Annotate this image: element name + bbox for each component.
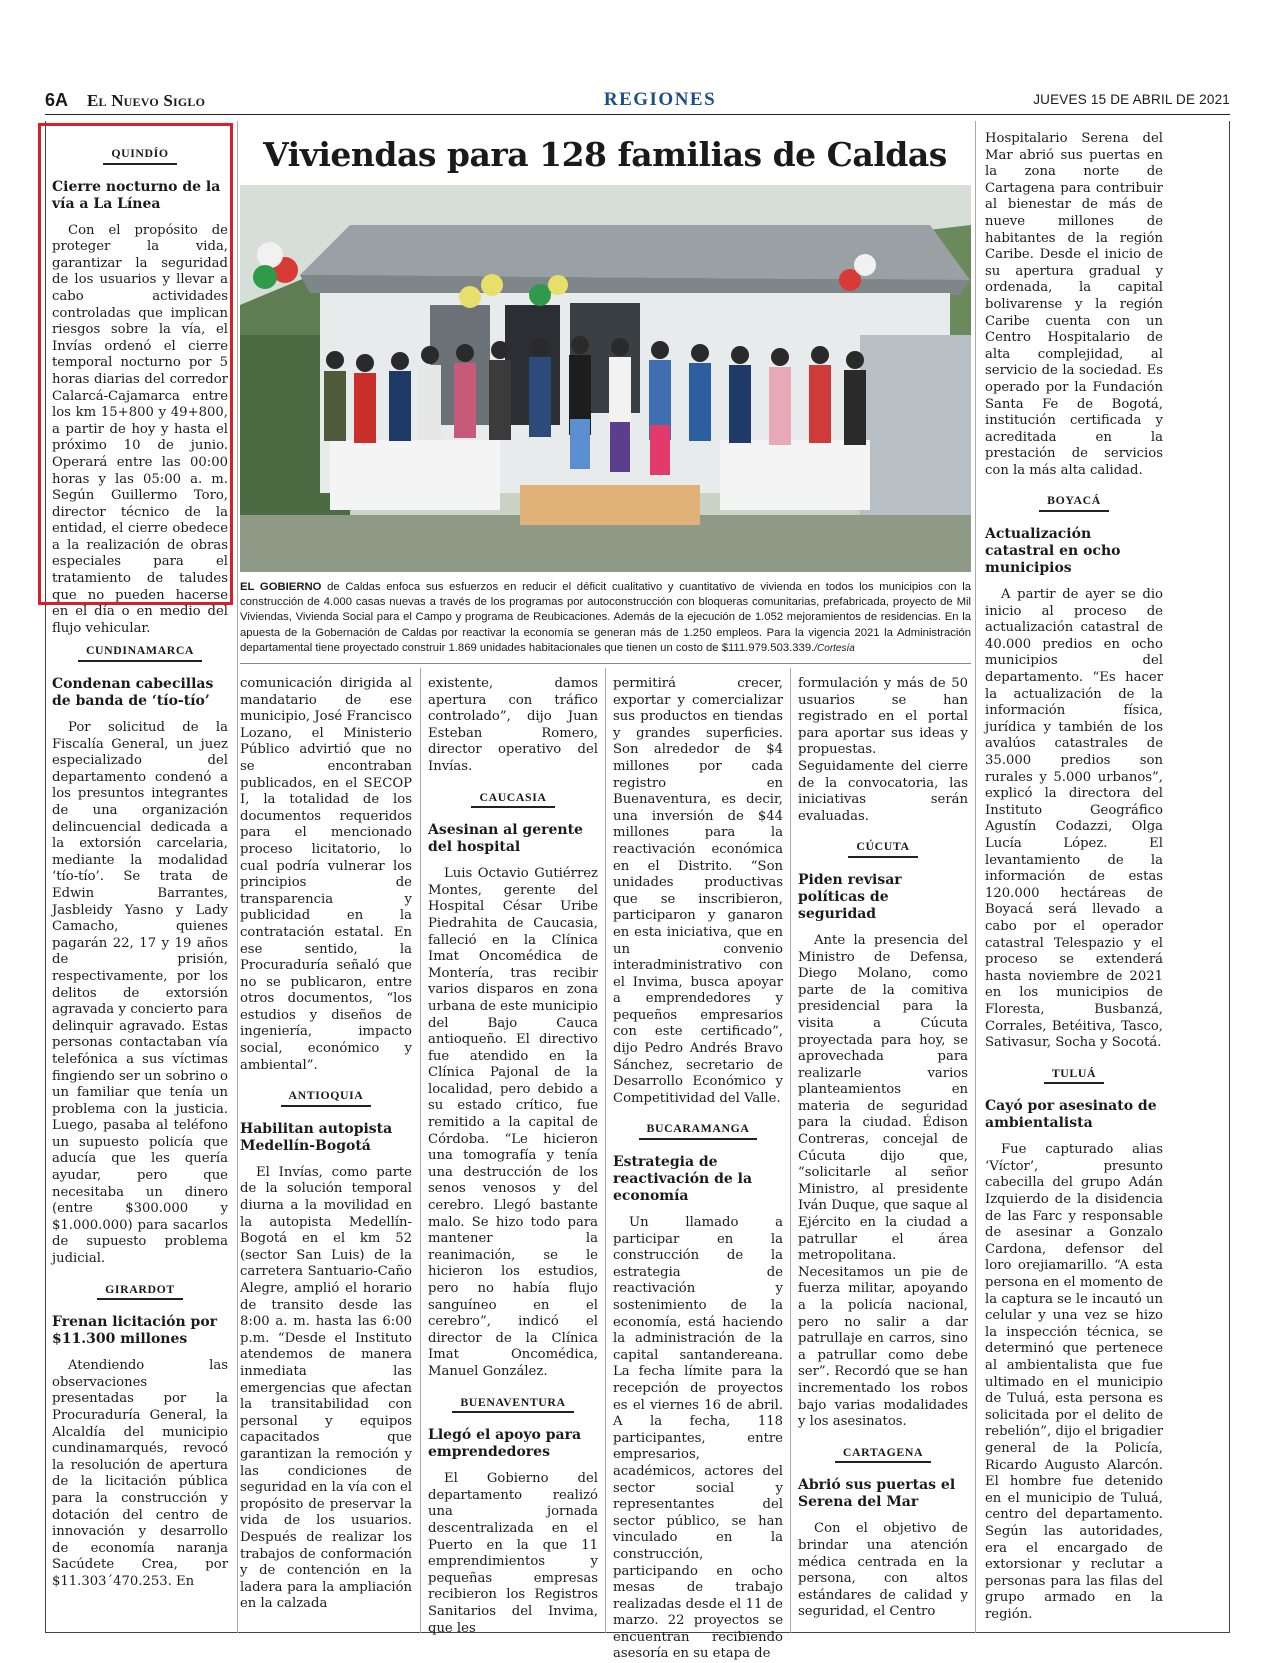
article-cartagena	[798, 1441, 968, 1621]
body-antioquia: El Invías, como parte de la solución temporal diurna a la movilidad en la autopista Medellín-Bogotá en el km 52 (sector San Luis) de la carretera Santuario-Caño Alegre, amplió el horario de transito desde las 8:00 a. m. hasta las 6:00 p.m. “Desde el Instituto atendemos de manera inmediata las emergencias que afectan la transitabilidad con personal y equipos capacitados que garantizan la remoción y las condiciones de seguridad en la vía con el propósito de preservar la vida de los usuarios. Después de realizar los trabajos de conformación y de contención en la ladera para la ampliación en la calzada	[240, 1164, 412, 1612]
region-label-girardot: GIRARDOT	[97, 1278, 183, 1301]
headline-bucaramanga: Estrategia de reactivación de la economía	[613, 1154, 753, 1205]
photo-caption	[240, 580, 971, 656]
body-bucaramanga-cont: formulación y más de 50 usuarios se han registrado en el portal para aportar sus ideas y propuestas. Seguidamente del cierre de la convocatoria, las iniciativas serán evaluadas.	[798, 676, 968, 824]
headline-quindio: Cierre nocturno de la vía a La Línea	[52, 178, 221, 212]
column-rule	[975, 121, 976, 1633]
article-caucasia	[428, 786, 598, 1381]
headline-girardot: Frenan licitación por $11.300 millones	[52, 1314, 218, 1348]
article-cucuta	[798, 835, 968, 1430]
region-label-tulua: TULUÁ	[1044, 1062, 1104, 1085]
column-rule	[420, 668, 421, 1633]
headline-tulua: Cayó por asesinato de ambientalista	[985, 1098, 1157, 1132]
article-tulua	[985, 1062, 1163, 1624]
body-bucaramanga: Un llamado a participar en la construcción de la estrategia de reactivación y sostenimiento de la economía, está haciendo la administración de la capital santandereana. La fecha límite para la recepción de proyectos es el viernes 16 de abril. A la fecha, 118 participantes, entre empresarios, académicos, actores del sector social y representantes del sector público, se han vinculado en la construcción, participando en ocho mesas de trabajo realizadas desde el 11 de marzo. 22 proyectos se encuentran recibiendo asesoría en su etapa de	[613, 1215, 783, 1662]
column-2	[240, 676, 412, 1613]
caption-body: de Caldas enfoca sus esfuerzos en reducir el déficit cualitativo y cuantitativo de vivienda en todos los municipios con la construcción de 4.000 casas nuevas a través de los programas por autoconstrucción con bloqueras comunitarias, prefabricada, proyecto de Mil Viviendas, Vivienda Social para el Campo y programa de Reubicaciones. Además de la ejecución de 1.052 mejoramientos de residencias. En la apuesta de la Gobernación de Caldas por reactivar la economía se generan más de 1.250 empleos. Para la vigencia 2021 la Administración departamental tiene proyectado construir 1.869 unidades habitacionales que tienen un costo de $111.979.503.339.	[240, 581, 971, 654]
article-cundinamarca	[52, 639, 228, 1267]
body-buenaventura-cont: permitirá crecer, exportar y comercializar sus productos en tiendas y grandes superficies. Son alrededor de $4 millones por cada registro en Buenaventura, es decir, una inversión de $44 millones para la reactivación económica en el Distrito. “Son unidades productivas que se inscribieron, participaron y ganaron en esta iniciativa, que en un convenio interadministrativo con el Invima, busca apoyar a emprendedores y pequeños empresarios con este certificado”, dijo Pedro Andrés Bravo Sánchez, secretario de Desarrollo Económico y Competitividad del Valle.	[613, 676, 783, 1106]
article-buenaventura	[428, 1391, 598, 1638]
region-label-cartagena: CARTAGENA	[835, 1441, 931, 1464]
article-bucaramanga	[613, 1117, 783, 1663]
region-label-quindio: QUINDÍO	[103, 142, 176, 165]
region-label-boyaca: BOYACÁ	[1039, 489, 1109, 512]
column-rule	[605, 668, 606, 1633]
body-cundinamarca: Por solicitud de la Fiscalía General, un juez especializado del departamento condenó a los presuntos integrantes de una organización delincuencial dedicada a la extorsión carcelaria, mediante la modalidad ‘tío-tío’. Se trata de Edwin Barrantes, Jasbleidy Yasno y Lady Camacho, quienes pagarán 22, 17 y 19 años de prisión, respectivamente, por los delitos de extorsión agravada y concierto para delinquir agravado. Estas personas contactaban vía telefónica a sus víctimas fingiendo ser un sobrino o un familiar que tenía un problema con la justicia. Luego, pasaba al teléfono un supuesto policía que aducía que les quería ayudar, pero que necesitaba un dinero (entre $300.000 y $1.000.000) para sacarlos de supuesto problema judicial.	[52, 720, 228, 1267]
column-6	[985, 131, 1163, 1624]
column-5	[798, 676, 968, 1621]
column-rule	[237, 121, 238, 1633]
header-rule	[45, 114, 1230, 115]
article-quindio	[52, 142, 228, 637]
caption-lead: EL GOBIERNO	[240, 581, 322, 593]
body-quindio: Con el propósito de proteger la vida, garantizar la seguridad de los usuarios y llevar a cabo actividades controladas que implican riesgos sobre la vía, el Invías ordenó el cierre temporal nocturno por 5 horas diarias del corredor Calarcá-Cajamarca entre los km 15+800 y 49+800, a partir de hoy y hasta el próximo 10 de junio. Operará entre las 00:00 horas y las 05:00 a. m. Según Guillermo Toro, director técnico de la entidad, el cierre obedece a la realización de obras especiales para el tratamiento de taludes que no pueden hacerse en el día o en medio del flujo vehicular.	[52, 222, 228, 636]
body-antioquia-cont: existente, damos apertura con tráfico controlado”, dijo Juan Esteban Romero, director operativo del Invías.	[428, 676, 598, 774]
headline-cundinamarca: Condenan cabecillas de banda de ‘tío-tío’	[52, 676, 214, 710]
region-label-bucaramanga: BUCARAMANGA	[639, 1117, 758, 1140]
region-label-caucasia: CAUCASIA	[471, 786, 554, 809]
article-boyaca	[985, 489, 1163, 1051]
region-label-cundinamarca: CUNDINAMARCA	[78, 639, 202, 662]
column-1	[52, 140, 228, 1591]
column-4	[613, 676, 783, 1663]
body-buenaventura: El Gobierno del departamento realizó una jornada descentralizada en el Puerto en la que 11 emprendimientos y pequeñas empresas recibieron los Registros Sanitarios del Invima, que les	[428, 1471, 598, 1636]
body-tulua: Fue capturado alias ‘Víctor’, presunto cabecilla del grupo Adán Izquierdo de la disidencia de las Farc y responsable de asesinar a Gonzalo Cardona, defensor del loro orejiamarillo. “A esta persona en el momento de la captura se le incautó un celular y una vez se hizo la inspección técnica, se determinó que pertenece al ambientalista que fue ultimado en el municipio de Tuluá, esta persona es solicitada por el delito de rebelión”, dijo el brigadier general de la Policía, Ricardo Augusto Alarcón. El hombre fue detenido en el municipio de Tuluá, centro del departamento. Según las autoridades, era el encargado de extorsionar y reclutar a personas para las filas del grupo armado en la región.	[985, 1142, 1163, 1622]
body-girardot: Atendiendo las observaciones presentadas por la Procuraduría General, la Alcaldía del municipio cundinamarqués, revocó la resolución de apertura de la licitación pública para la construcción y dotación del centro de innovación y desarrollo de economía naranja Sacúdete Crea, por $11.303´470.253. En	[52, 1358, 228, 1589]
issue-date: JUEVES 15 DE ABRIL DE 2021	[1033, 92, 1230, 107]
caption-rule	[240, 663, 971, 664]
section-name: REGIONES	[603, 89, 717, 110]
headline-boyaca: Actualización catastral en ocho municipios	[985, 526, 1121, 577]
headline-caucasia: Asesinan al gerente del hospital	[428, 822, 583, 856]
article-girardot	[52, 1278, 228, 1591]
column-3	[428, 676, 598, 1637]
headline-antioquia: Habilitan autopista Medellín-Bogotá	[240, 1120, 393, 1154]
body-cartagena: Con el objetivo de brindar una atención médica centrada en la persona, con altos estándares de calidad y seguridad, el Centro	[798, 1521, 968, 1620]
body-girardot-cont: comunicación dirigida al mandatario de ese municipio, José Francisco Lozano, el Ministerio Público advirtió que no se encontraban publicados, en el SECOP I, la totalidad de los documentos requeridos para el mencionado proceso licitatorio, lo cual podría vulnerar los principios de transparencia y publicidad en la contratación estatal. En ese sentido, la Procuraduría señaló que no se publicaron, entre otros documentos, “los estudios y diseños de ingeniería, impacto social, económico y ambiental”.	[240, 676, 412, 1073]
main-photo	[240, 185, 971, 572]
headline-buenaventura: Llegó el apoyo para emprendedores	[428, 1427, 582, 1461]
page-header	[45, 88, 1230, 114]
region-label-cucuta: CÚCUTA	[848, 835, 917, 858]
headline-cartagena: Abrió sus puertas el Serena del Mar	[798, 1477, 956, 1511]
page-number: 6A	[45, 90, 69, 110]
group-photo-illustration	[240, 185, 971, 572]
body-cartagena-cont: Hospitalario Serena del Mar abrió sus puertas en la zona norte de Cartagena para contribuir al bienestar de más de nueve millones de habitantes de la región Caribe. Desde el inicio de su apertura gradual y ordenada, la capital bolivarense y la región Caribe cuenta con un Centro Hospitalario de alta complejidad, al servicio de la sociedad. Es operado por la Fundación Santa Fe de Bogotá, institución certificada y acreditada en la prestación de servicios con la más alta calidad.	[985, 131, 1163, 478]
caption-credit: /Cortesía	[814, 642, 855, 654]
article-antioquia	[240, 1084, 412, 1613]
newspaper-name: El Nuevo Siglo	[87, 91, 206, 110]
body-caucasia: Luis Octavio Gutiérrez Montes, gerente del Hospital César Uribe Piedrahita de Caucasia, falleció en la Clínica Imat Oncomédica de Montería, tras recibir varios disparos en zona urbana de este municipio del Bajo Cauca antioqueño. El directivo fue atendido en la Clínica Pajonal de la localidad, pero debido a su estado crítico, fue remitido a la capital de Córdoba. “Le hicieron una tomografía y tenía una destrucción de los senos venosos y del cerebro. Llegó bastante malo. Se hizo todo para mantener la reanimación, se le hicieron los estudios, pero no había flujo sanguíneo en el cerebro”, indicó el director de la Clínica Imat Oncomédica, Manuel González.	[428, 866, 598, 1379]
main-headline: Viviendas para 128 familias de Caldas	[263, 135, 947, 174]
body-cucuta: Ante la presencia del Ministro de Defensa, Diego Molano, como parte de la comitiva presidencial para la visita a Cúcuta proyectada para hoy, se aprovechada para realizarle varios planteamientos en materia de seguridad para la ciudad. Édison Contreras, concejal de Cúcuta dijo que, “solicitarle al señor Ministro, al presidente Iván Duque, que saque al Ejército en la ciudad a patrullar el área metropolitana. Necesitamos un pie de fuerza militar, apoyando a la policía nacional, pero no salir a dar patrullaje en carros, sino a patrullar como debe ser”. Recordó que se han incrementado los robos bajo varias modalidades y los asesinatos.	[798, 932, 968, 1430]
region-label-antioquia: ANTIOQUIA	[281, 1084, 372, 1107]
body-boyaca: A partir de ayer se dio inicio al proceso de actualización catastral de 40.000 predios en ocho municipios del departamento. “Es hacer la actualización de la información física, jurídica y también de los avalúos catastrales de 35.000 predios son rurales y 5.000 urbanos”, explicó la directora del Instituto Geográfico Agustín Codazzi, Olga Lucía López. El levantamiento de la información de estas 120.000 hectáreas de Boyacá será llevado a cabo por el operador catastral Telespazio y el proceso se extenderá hasta noviembre de 2021 en los municipios de Floresta, Busbanzá, Corrales, Betéitiva, Tasco, Sativasur, Socha y Socotá.	[985, 587, 1163, 1051]
headline-cucuta: Piden revisar políticas de seguridad	[798, 871, 902, 922]
column-rule	[790, 668, 791, 1633]
region-label-buenaventura: BUENAVENTURA	[452, 1391, 573, 1414]
